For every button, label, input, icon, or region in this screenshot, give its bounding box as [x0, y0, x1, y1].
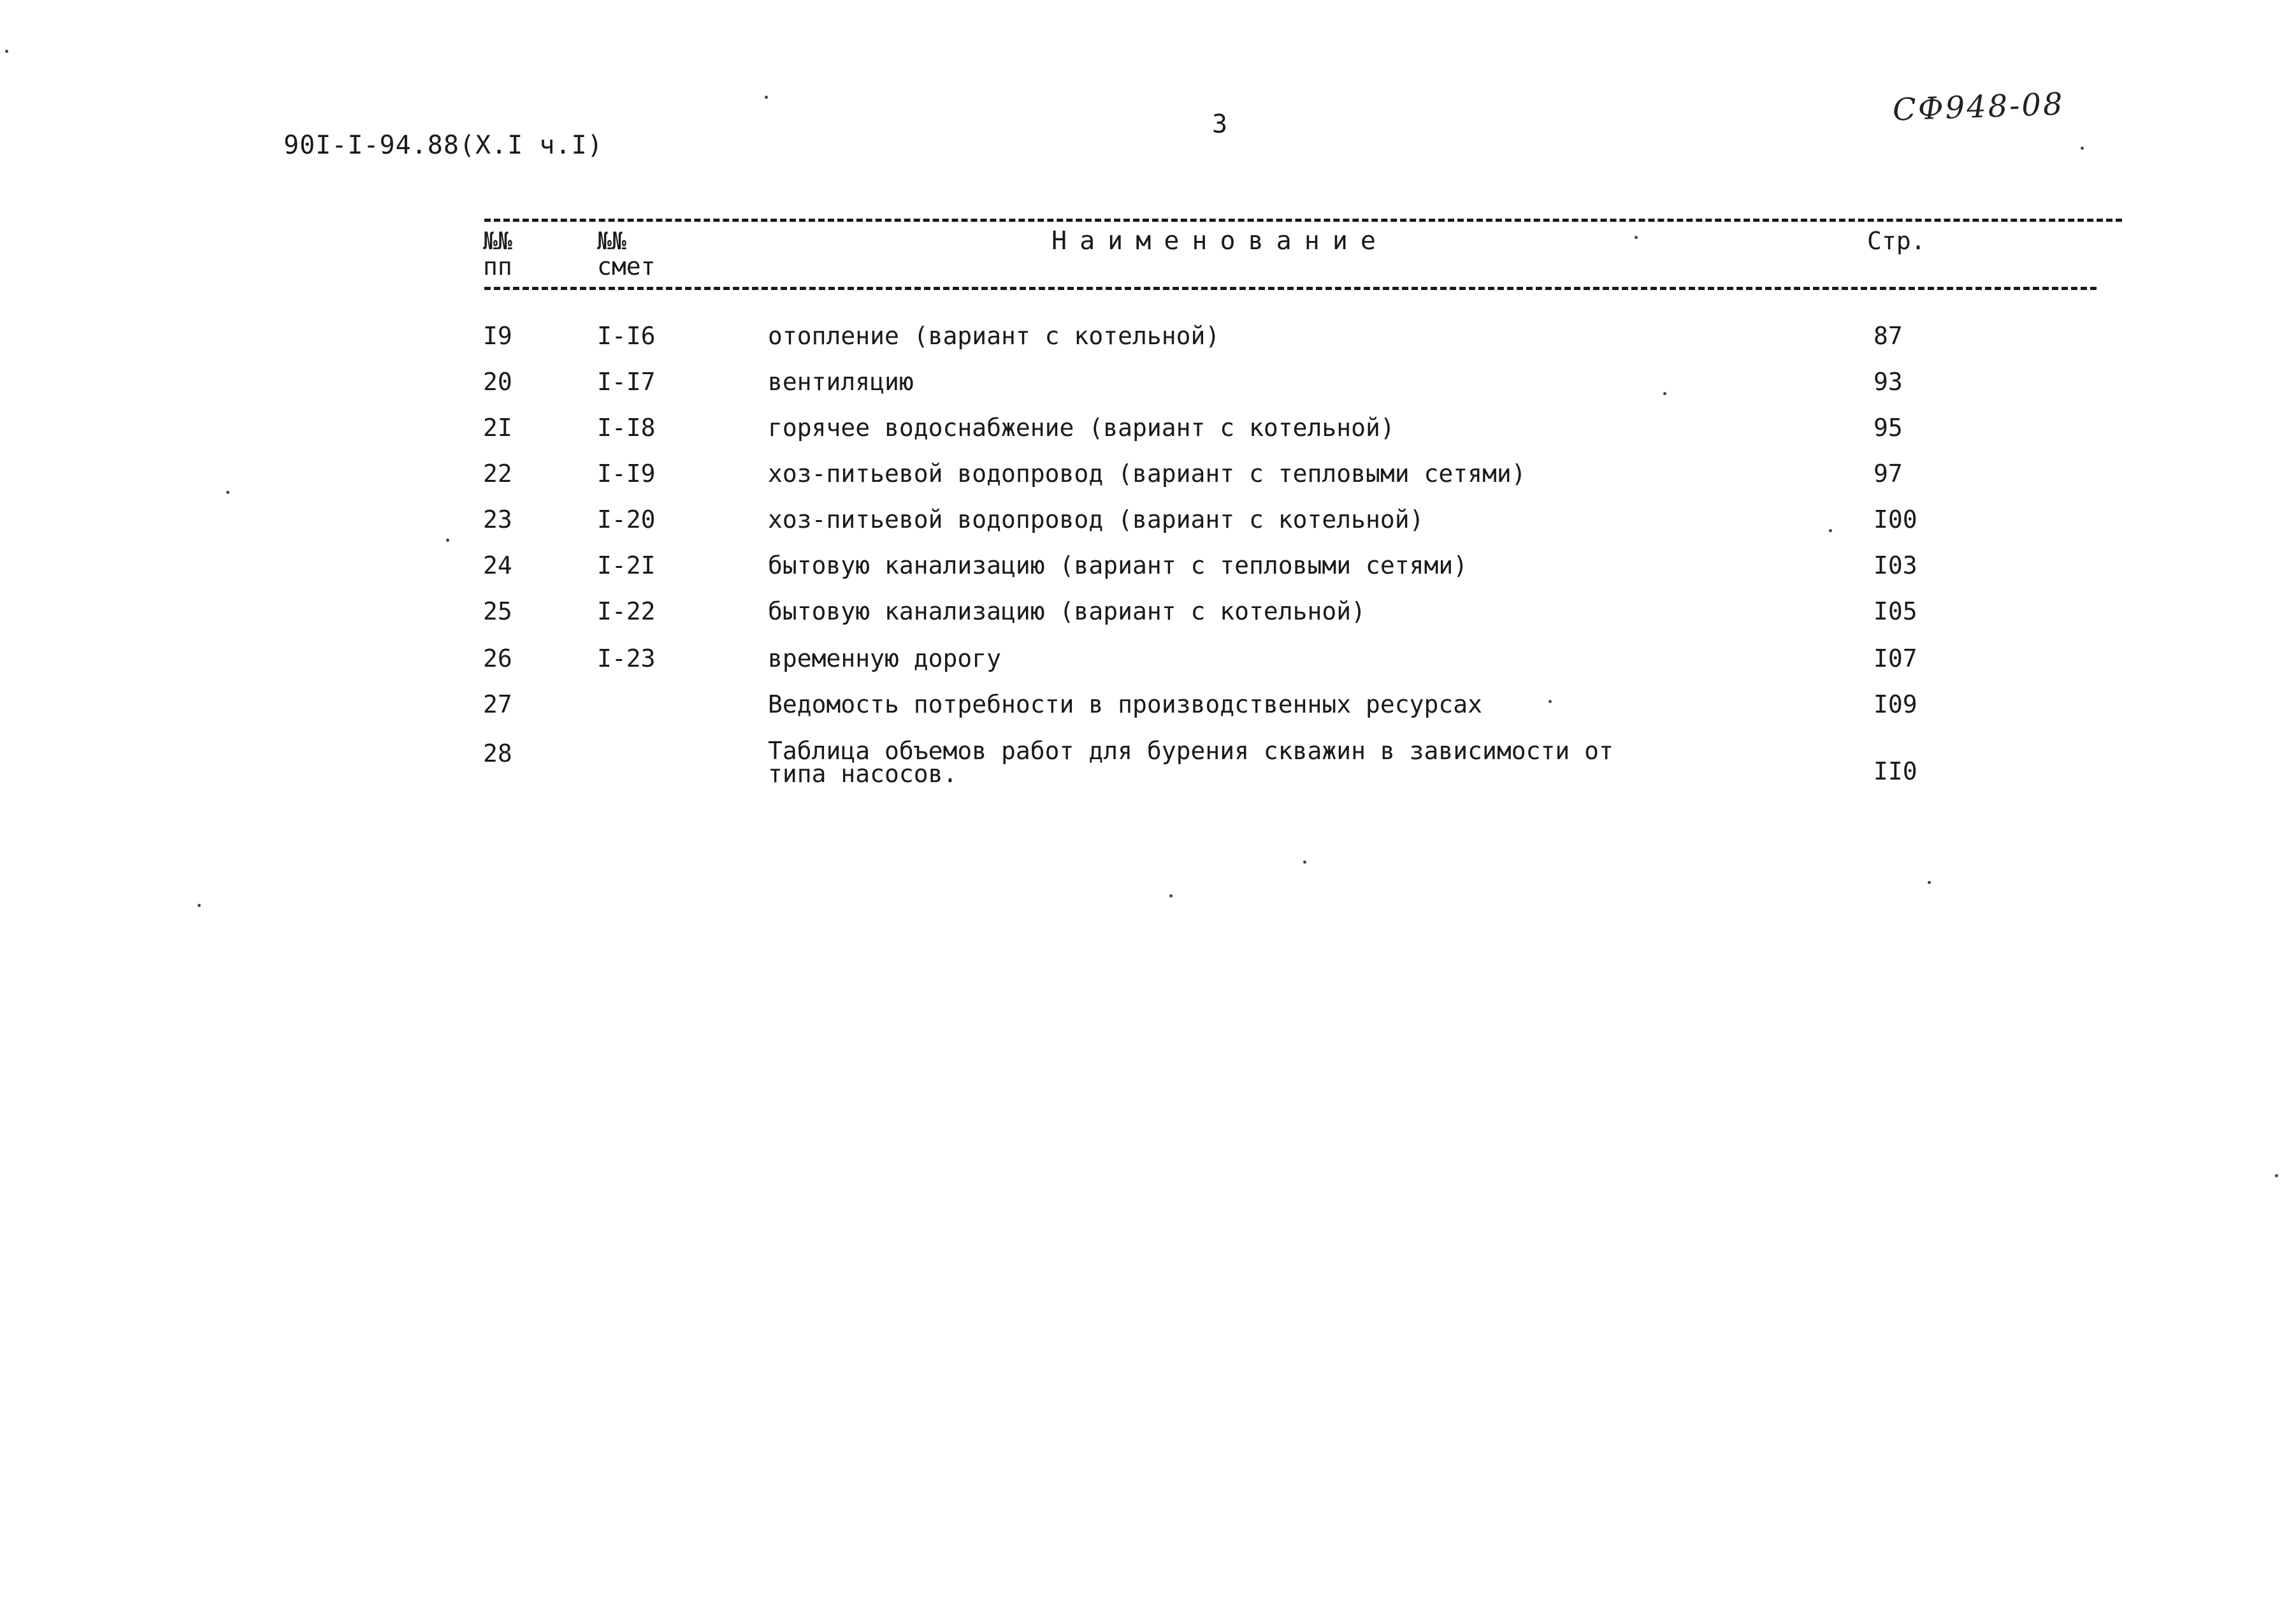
- row-pp: 28: [483, 739, 512, 767]
- scan-speck: [198, 904, 201, 907]
- pp-symbol: №№: [483, 227, 512, 255]
- row-smet: I-2I: [597, 551, 656, 579]
- row-name: хоз-питьевой водопровод (вариант с котельной): [768, 505, 1424, 534]
- row-smet: I-I7: [597, 368, 656, 396]
- column-header-pp: [483, 228, 512, 279]
- row-page: 95: [1874, 414, 1903, 442]
- row-name: Ведомость потребности в производственных ресурсах: [768, 690, 1483, 718]
- smet-label: смет: [597, 252, 656, 280]
- scan-speck: [1663, 392, 1666, 395]
- scan-speck: [446, 539, 449, 542]
- scan-speck: [1635, 236, 1638, 239]
- table-row: [0, 739, 2296, 803]
- column-header-smet: [597, 228, 656, 279]
- row-smet: I-20: [597, 505, 656, 534]
- column-header-page: Стр.: [1867, 227, 1926, 255]
- smet-symbol: №№: [597, 227, 626, 255]
- row-pp: 24: [483, 551, 512, 579]
- scan-speck: [5, 50, 8, 53]
- row-page: I09: [1874, 690, 1917, 718]
- table-row: [0, 690, 2296, 736]
- table-row: [0, 368, 2296, 414]
- row-page: I05: [1874, 597, 1917, 625]
- row-pp: 2I: [483, 414, 512, 442]
- scan-speck: [2081, 147, 2084, 150]
- table-header-rule: [484, 287, 2097, 290]
- row-pp: 20: [483, 368, 512, 396]
- row-pp: 25: [483, 597, 512, 625]
- table-row: [0, 322, 2296, 368]
- table-row: [0, 460, 2296, 505]
- row-smet: I-22: [597, 597, 656, 625]
- row-smet: I-I8: [597, 414, 656, 442]
- row-pp: 22: [483, 460, 512, 488]
- row-name: Таблица объемов работ для бурения скважин в зависимости от типа насосов.: [768, 737, 1614, 788]
- row-page: 93: [1874, 368, 1903, 396]
- row-smet: I-I6: [597, 322, 656, 350]
- document-code: 90I-I-94.88(X.I ч.I): [284, 131, 603, 160]
- row-name: отопление (вариант с котельной): [768, 322, 1220, 350]
- row-smet: I-23: [597, 644, 656, 672]
- scan-speck: [1829, 529, 1832, 532]
- scan-speck: [2275, 1174, 2278, 1177]
- table-top-rule: [484, 219, 2122, 222]
- table-row: [0, 597, 2296, 643]
- page-number: 3: [1212, 110, 1228, 139]
- row-smet: I-I9: [597, 460, 656, 488]
- row-page: II0: [1874, 757, 1917, 785]
- row-name: временную дорогу: [768, 644, 1002, 672]
- row-pp: 26: [483, 644, 512, 672]
- table-row: [0, 505, 2296, 551]
- scan-speck: [765, 96, 768, 99]
- row-pp: 23: [483, 505, 512, 534]
- table-row: [0, 551, 2296, 597]
- handwritten-archive-code: СФ948-08: [1892, 86, 2065, 128]
- scan-speck: [1549, 700, 1552, 703]
- row-page: I00: [1874, 505, 1917, 534]
- row-name: вентиляцию: [768, 368, 914, 396]
- row-name: горячее водоснабжение (вариант с котельной): [768, 414, 1395, 442]
- pp-label: пп: [483, 252, 512, 280]
- row-page: 97: [1874, 460, 1903, 488]
- row-name: хоз-питьевой водопровод (вариант с тепловыми сетями): [768, 460, 1526, 488]
- table-row: [0, 644, 2296, 690]
- row-name: бытовую канализацию (вариант с тепловыми сетями): [768, 551, 1468, 579]
- row-pp: I9: [483, 322, 512, 350]
- row-page: 87: [1874, 322, 1903, 350]
- scan-speck: [1928, 881, 1931, 884]
- scan-speck: [226, 491, 229, 494]
- row-page: I03: [1874, 551, 1917, 579]
- row-page: I07: [1874, 644, 1917, 672]
- table-row: [0, 414, 2296, 460]
- row-name: бытовую канализацию (вариант с котельной): [768, 597, 1366, 625]
- row-pp: 27: [483, 690, 512, 718]
- scan-speck: [1169, 894, 1173, 897]
- column-header-name: Наименование: [1051, 226, 1389, 256]
- scan-speck: [1303, 860, 1306, 864]
